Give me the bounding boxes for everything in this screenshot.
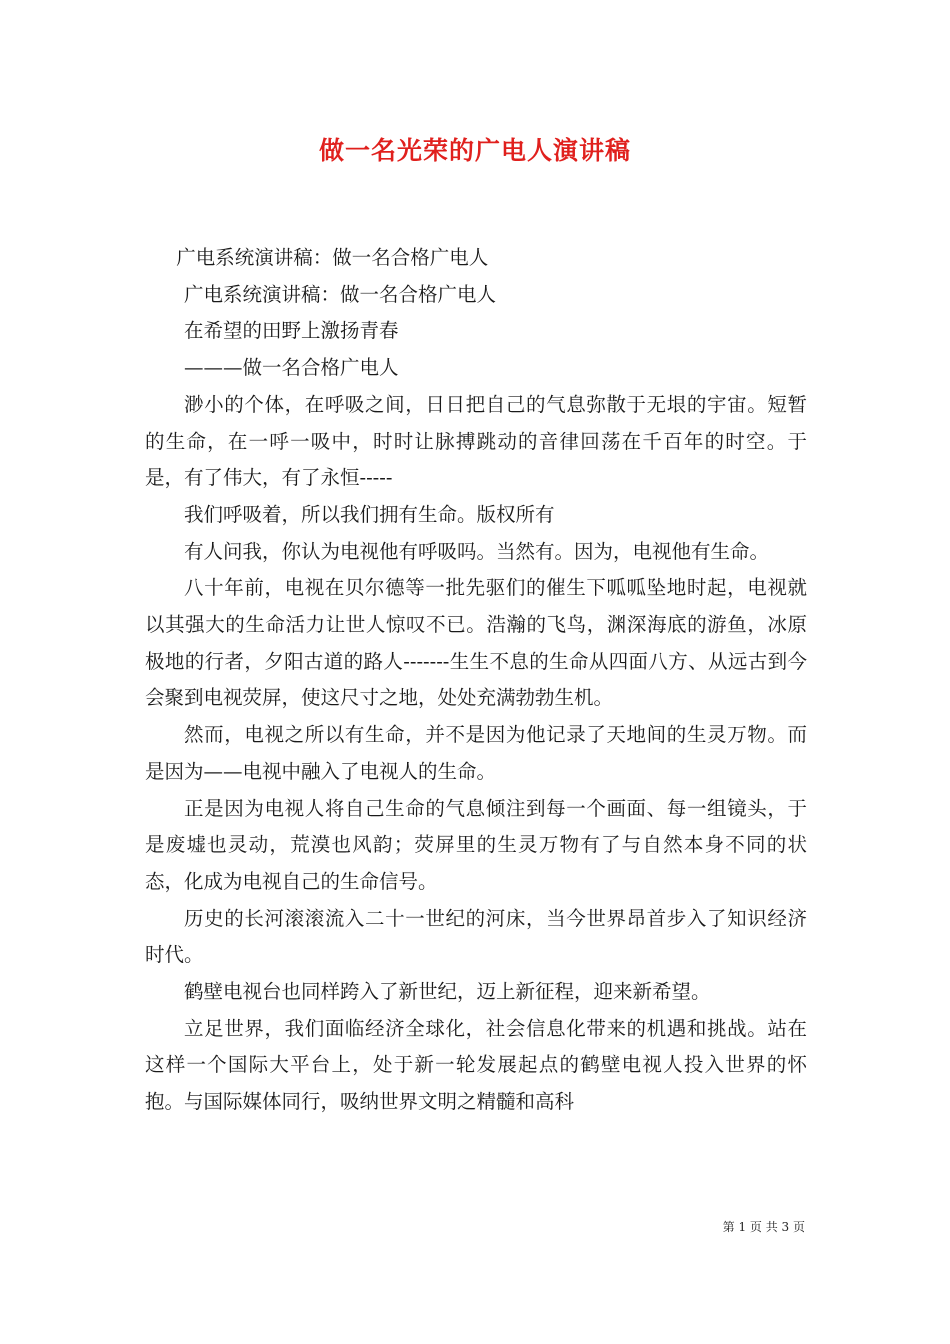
paragraph: 广电系统演讲稿：做一名合格广电人 (184, 282, 497, 306)
paragraph: 广电系统演讲稿：做一名合格广电人 (176, 246, 489, 269)
paragraph: 有人问我，你认为电视他有呼吸吗。当然有。因为，电视他有生命。 (184, 539, 770, 563)
paragraph: 鹤壁电视台也同样跨入了新世纪，迈上新征程，迎来新希望。 (184, 980, 711, 1004)
paragraph: ———做一名合格广电人 (184, 356, 399, 380)
page-number-footer: 第 1 页 共 3 页 (722, 1220, 805, 1234)
paragraph: 我们呼吸着，所以我们拥有生命。版权所有 (184, 502, 555, 526)
paragraph: 正是因为电视人将自己生命的气息倾注到每一个画面、每一组镜头，于是废墟也灵动，荒漠也风韵；荧屏里的生灵万物有了与自然本身不同的状态，化成为电视自己的生命信号。 (145, 796, 807, 893)
document-title: 做一名光荣的广电人演讲稿 (318, 136, 631, 165)
paragraph: 立足世界，我们面临经济全球化，社会信息化带来的机遇和挑战。站在这样一个国际大平台上，处于新一轮发展起点的鹤壁电视人投入世界的怀抱。与国际媒体同行，吸纳世界文明之精髓和高科 (145, 1016, 807, 1114)
paragraph: 八十年前，电视在贝尔德等一批先驱们的催生下呱呱坠地时起，电视就以其强大的生命活力让世人惊叹不已。浩瀚的飞鸟，渊深海底的游鱼，冰原极地的行者，夕阳古道的路人-------生生不息的生命从四面八方、从远古到今会聚到电视荧屏，使这尺寸之地，处处充满勃勃生机。 (145, 576, 807, 710)
paragraph: 历史的长河滚滚流入二十一世纪的河床，当今世界昂首步入了知识经济时代。 (145, 906, 807, 967)
document-body (145, 240, 807, 1121)
paragraph: 渺小的个体，在呼吸之间，日日把自己的气息弥散于无垠的宇宙。短暂的生命，在一呼一吸中，时时让脉搏跳动的音律回荡在千百年的时空。于是，有了伟大，有了永恒----- (145, 392, 807, 490)
paragraph: 在希望的田野上激扬青春 (184, 319, 399, 343)
paragraph: 然而，电视之所以有生命，并不是因为他记录了天地间的生灵万物。而是因为——电视中融入了电视人的生命。 (145, 723, 807, 783)
